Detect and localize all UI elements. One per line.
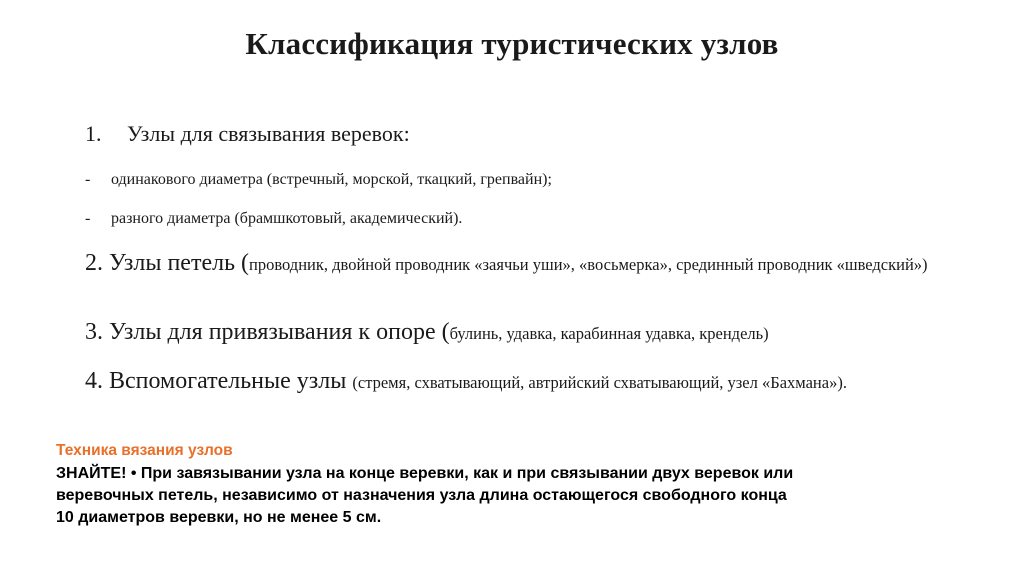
slide-title: Классификация туристических узлов — [245, 26, 779, 61]
note-line: 10 диаметров веревки, но не менее 5 см. — [56, 509, 382, 526]
list-item-1-text: Узлы для связывания веревок: — [127, 121, 410, 146]
technique-note — [56, 442, 956, 529]
list-item-3 — [85, 319, 940, 346]
sub-item-2-text: разного диаметра (брамшкотовый, академический). — [111, 210, 463, 227]
list-item-3-detail: булинь, удавка, карабинная удавка, крендель) — [449, 324, 769, 343]
note-title: Техника вязания узлов — [56, 442, 233, 459]
sub-item-2 — [85, 210, 462, 228]
list-item-2-detail: проводник, двойной проводник «заячьи уши», «восьмерка», срединный проводник «шведский») — [249, 255, 928, 274]
note-line: веревочных петель, независимо от назначения узла длина остающегося свободного конца — [56, 487, 787, 504]
note-line: ЗНАЙТЕ! • При завязывании узла на конце веревки, как и при связывании двух веревок или — [56, 465, 794, 482]
list-item-1 — [85, 121, 410, 147]
list-item-4-head: 4. Вспомогательные узлы — [85, 368, 353, 394]
list-item-4 — [85, 370, 940, 395]
list-item-2 — [85, 252, 940, 277]
list-item-3-head: 3. Узлы для привязывания к опоре ( — [85, 319, 450, 345]
list-item-2-head: 2. Узлы петель ( — [85, 250, 250, 276]
sub-item-2-dash: - — [85, 210, 91, 227]
sub-item-1-dash: - — [85, 171, 91, 188]
note-body — [56, 463, 956, 529]
list-item-4-detail: (стремя, схватывающий, автрийский схватывающий, узел «Бахмана»). — [352, 373, 847, 392]
sub-item-1 — [85, 171, 552, 189]
sub-item-1-text: одинакового диаметра (встречный, морской, ткацкий, грепвайн); — [111, 171, 552, 188]
list-item-1-number: 1. — [85, 121, 102, 146]
